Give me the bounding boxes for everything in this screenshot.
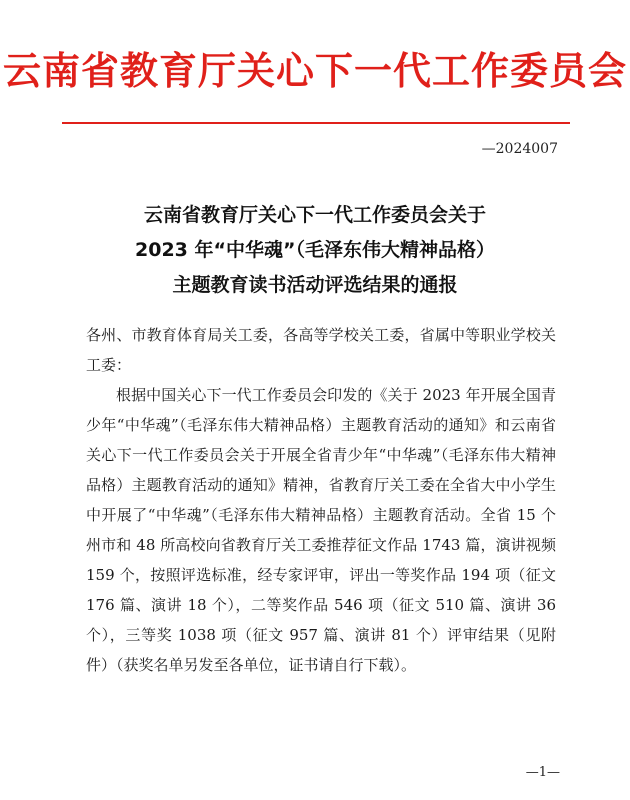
document-body	[86, 320, 556, 680]
document-title	[40, 198, 590, 303]
document-number: —2024007	[481, 141, 558, 157]
title-line-1: 云南省教育厅关心下一代工作委员会关于	[143, 204, 486, 226]
body-paragraph-1: 根据中国关心下一代工作委员会印发的《关于 2023 年开展全国青少年“中华魂”（毛泽东伟大精神品格）主题教育活动的通知》和云南省关心下一代工作委员会关于开展全省青少年“中华魂”（毛泽东伟大精神品格）主题教育活动的通知》精神，省教育厅关工委在全省大中小学生中开展了“中华魂”（毛泽东伟大精神品格）主题教育活动。全省 15 个州市和 48 所高校向省教育厅关工委推荐征文作品 1743 篇，演讲视频 159 个，按照评选标准，经专家评审，评出一等奖作品 194 项（征文 176 篇、演讲 18 个），二等奖作品 546 项（征文 510 篇、演讲 36 个），三等奖 1038 项（征文 957 篇、演讲 81 个）评审结果（见附件）（获奖名单另发至各单位，证书请自行下载）。	[86, 386, 556, 674]
title-line-3: 主题教育读书活动评选结果的通报	[172, 274, 458, 296]
salutation: 各州、市教育体育局关工委，各高等学校关工委，省属中等职业学校关工委：	[86, 326, 556, 374]
page-number: —1—	[525, 765, 560, 780]
masthead-org-name: 云南省教育厅关心下一代工作委员会	[2, 49, 627, 93]
title-line-2: 2023 年“中华魂”（毛泽东伟大精神品格）	[135, 239, 495, 261]
red-divider-line	[62, 122, 570, 124]
